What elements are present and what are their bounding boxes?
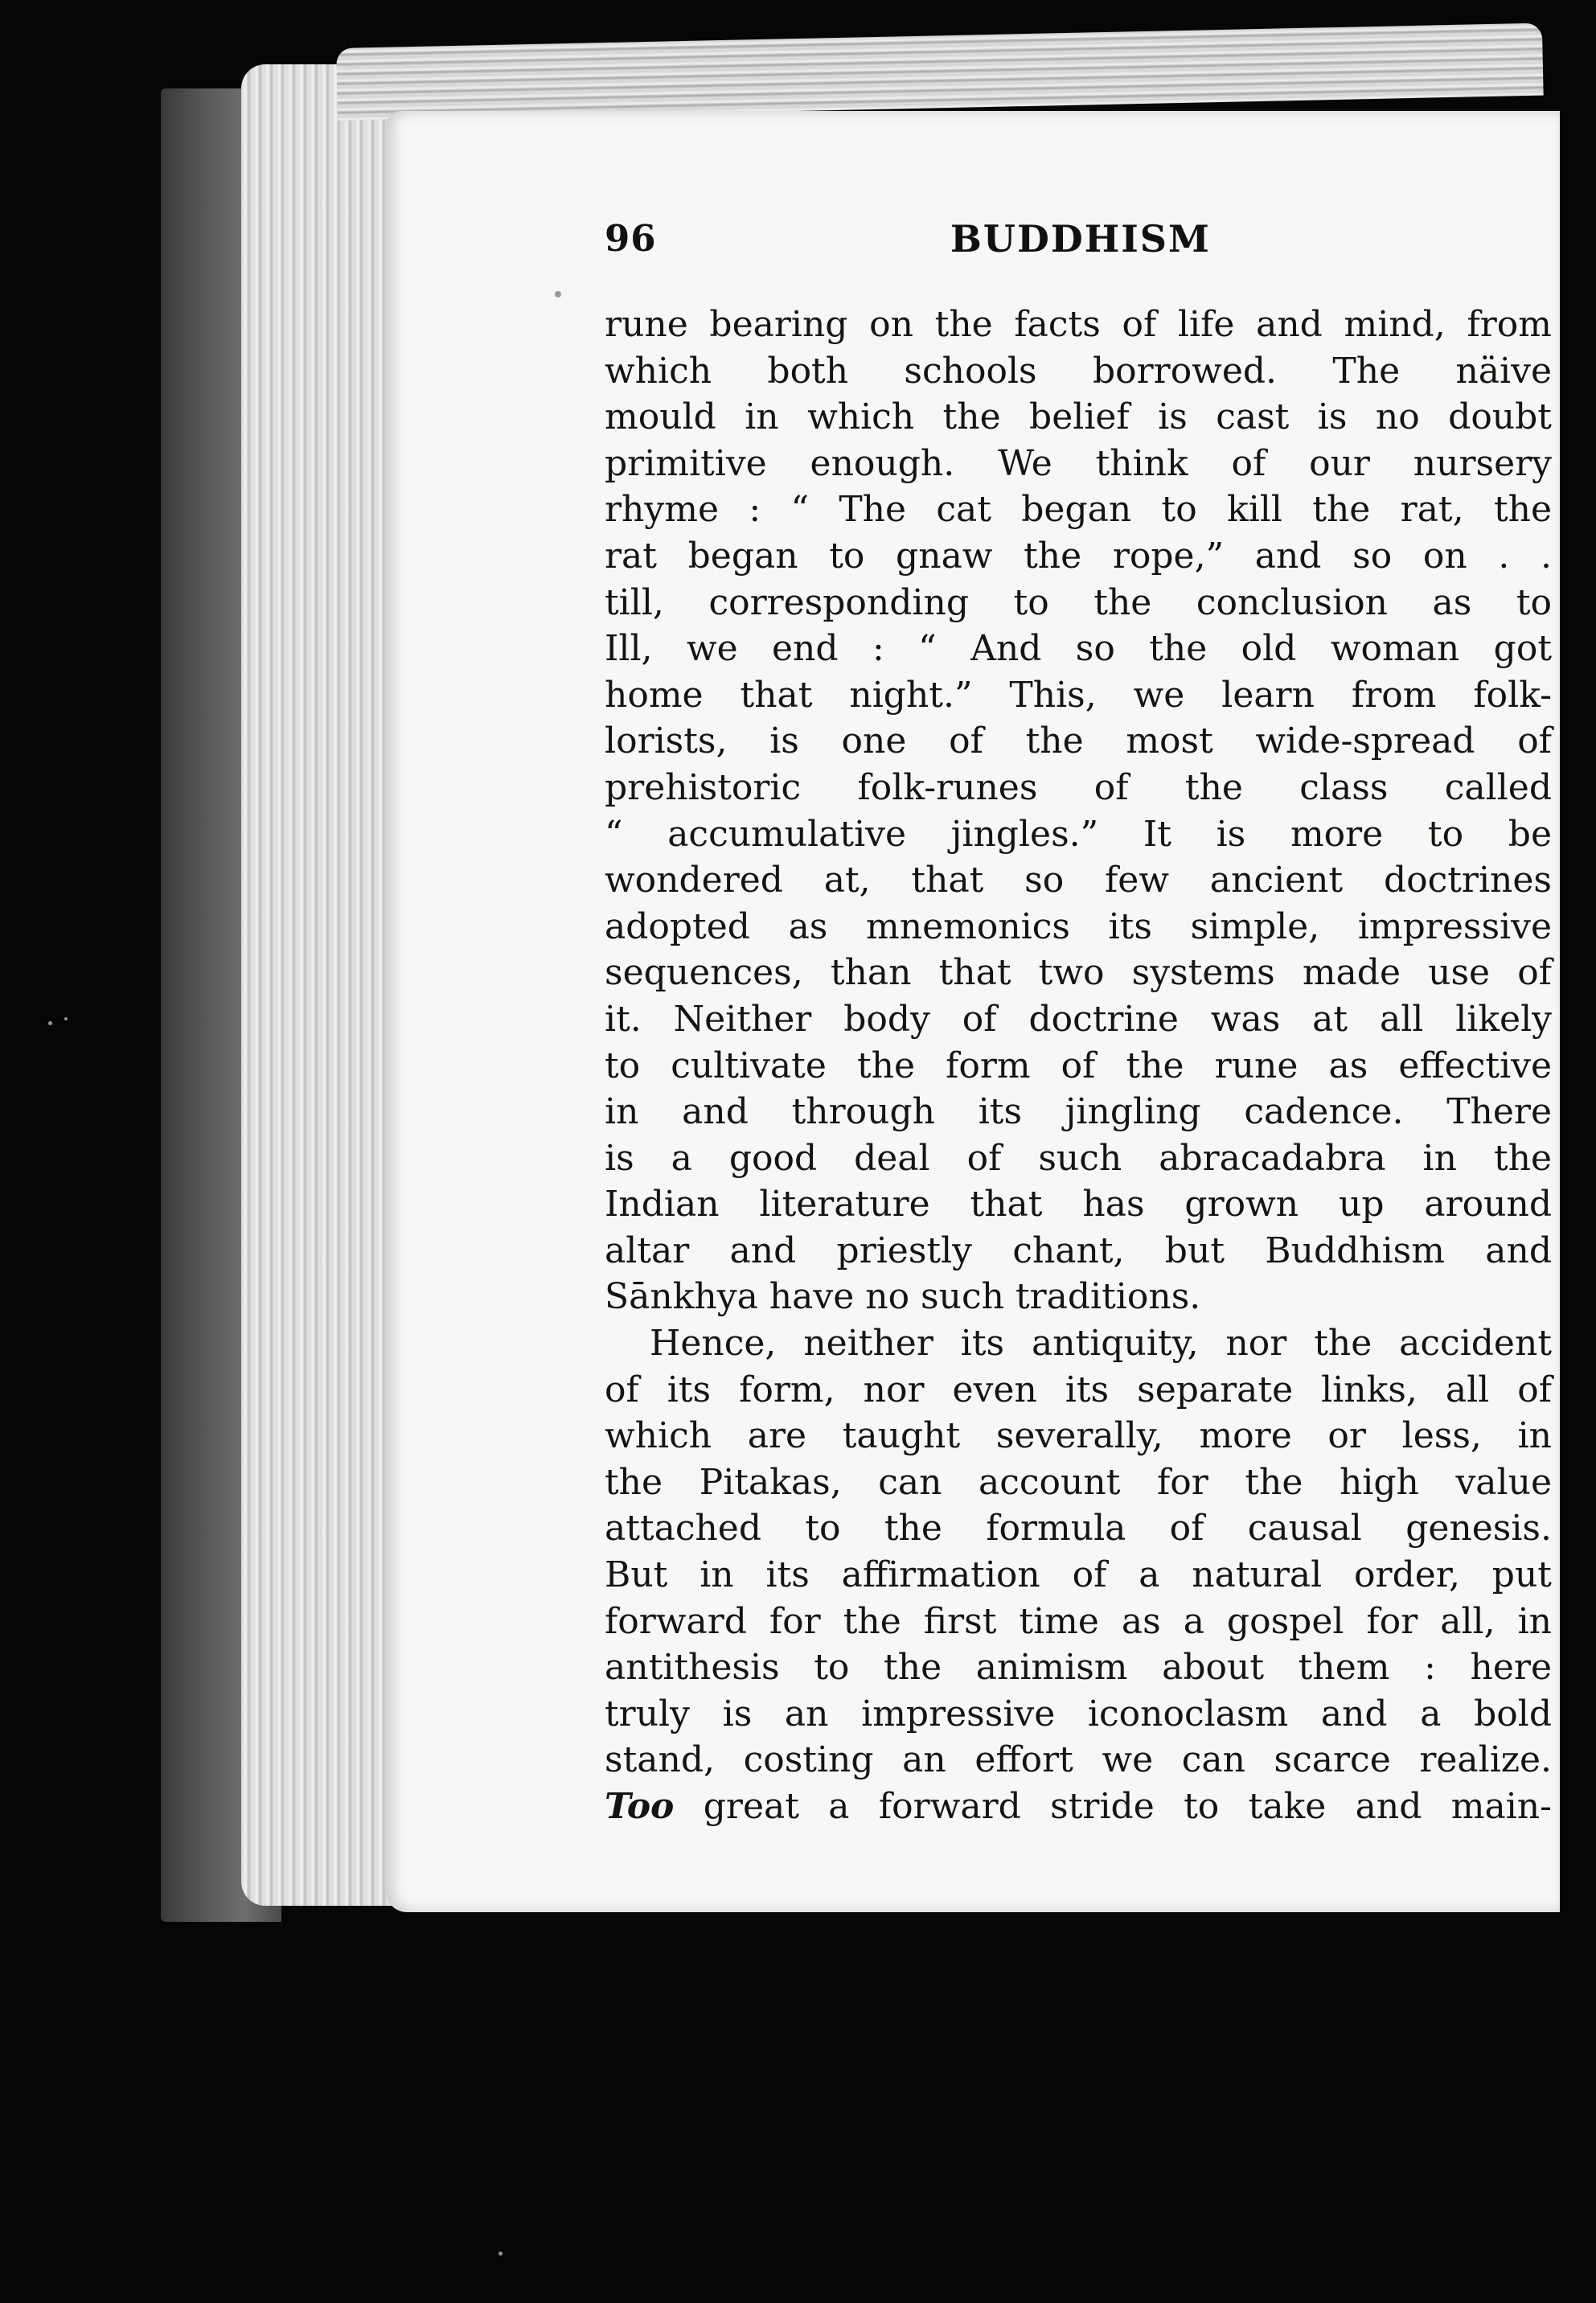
text-line: rat began to gnaw the rope,” and so on . . [605, 535, 1552, 577]
text-line: stand, costing an effort we can scarce realize. [605, 1739, 1552, 1781]
final-line-text: great a forward stride to take and main- [674, 1786, 1552, 1827]
text-line: it. Neither body of doctrine was at all likely [605, 998, 1552, 1040]
text-line: Sānkhya have no such traditions. [605, 1276, 1201, 1318]
page-title: BUDDHISM [950, 217, 1211, 261]
running-head [605, 217, 1216, 273]
paragraph [605, 1320, 1552, 1830]
text-line: wondered at, that so few ancient doctrines [605, 860, 1552, 901]
text-line: the Pitakas, can account for the high value [605, 1461, 1552, 1503]
page-edges-top [336, 23, 1544, 121]
text-line: prehistoric folk-runes of the class called [605, 766, 1552, 808]
text-line: to cultivate the form of the rune as effective [605, 1045, 1552, 1086]
text-line: home that night.” This, we learn from folk- [605, 674, 1552, 716]
italic-word: Too [605, 1786, 675, 1827]
text-line: of its form, nor even its separate links, all of [605, 1369, 1552, 1410]
text-line: till, corresponding to the conclusion as to [605, 581, 1552, 623]
text-line: sequences, than that two systems made use of [605, 952, 1552, 994]
text-line: antithesis to the animism about them : here [605, 1647, 1552, 1689]
text-line: in and through its jingling cadence. There [605, 1091, 1552, 1133]
text-line: is a good deal of such abracadabra in the [605, 1137, 1552, 1179]
dust-speck [48, 1021, 52, 1025]
page-number: 96 [605, 217, 657, 260]
dust-speck [498, 2252, 503, 2256]
text-line: But in its affirmation of a natural order, put [605, 1554, 1552, 1596]
text-line: altar and priestly chant, but Buddhism and [605, 1229, 1552, 1271]
dust-speck [64, 1017, 68, 1020]
text-line: primitive enough. We think of our nursery [605, 442, 1552, 484]
text-line: attached to the formula of causal genesis. [605, 1508, 1552, 1550]
paragraph [605, 302, 1552, 1320]
text-line: lorists, is one of the most wide-spread of [605, 720, 1552, 762]
text-line: truly is an impressive iconoclasm and a bold [605, 1693, 1552, 1734]
text-line: which are taught severally, more or less, in [605, 1415, 1552, 1457]
text-line-final [605, 1784, 1552, 1830]
dust-speck [555, 291, 561, 298]
text-line: which both schools borrowed. The näive [605, 350, 1552, 392]
text-line: rhyme : “ The cat began to kill the rat, the [605, 489, 1552, 531]
text-line: adopted as mnemonics its simple, impressive [605, 905, 1552, 947]
text-line: Indian literature that has grown up around [605, 1184, 1552, 1225]
text-line: mould in which the belief is cast is no doubt [605, 396, 1552, 438]
text-line: Hence, neither its antiquity, nor the accident [650, 1323, 1552, 1365]
text-line: rune bearing on the facts of life and mind, from [605, 304, 1552, 345]
text-line: Ill, we end : “ And so the old woman got [605, 628, 1552, 670]
text-line: “ accumulative jingles.” It is more to be [605, 813, 1552, 855]
page-edges-left [241, 64, 402, 1906]
text-line: forward for the first time as a gospel for all, in [605, 1600, 1552, 1642]
body-text [605, 302, 1552, 1830]
